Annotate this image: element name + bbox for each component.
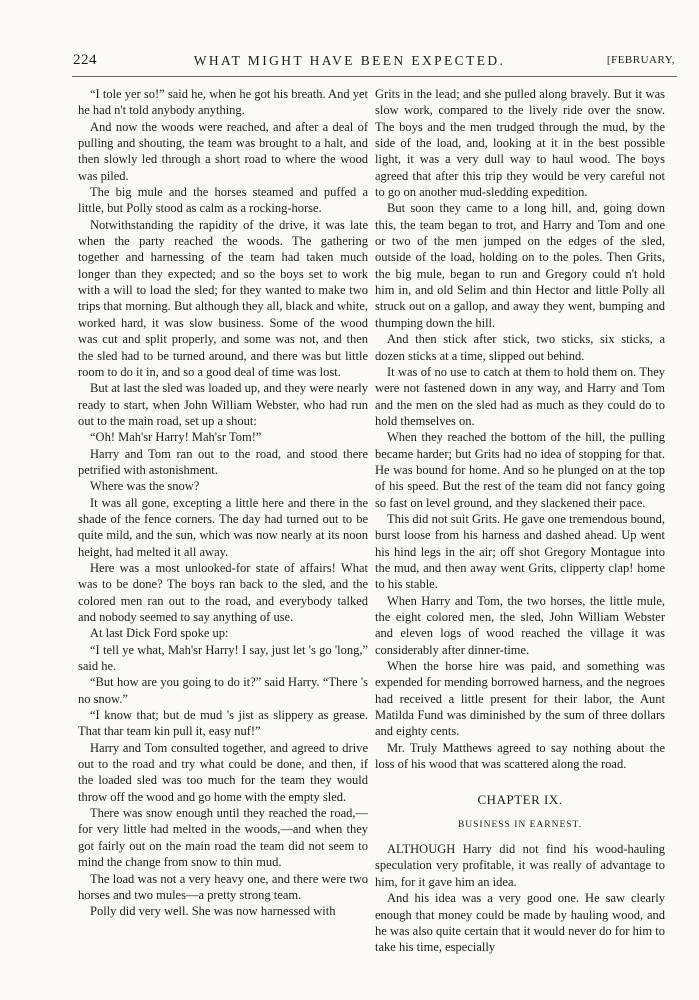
- running-header: [0, 52, 699, 74]
- running-month: [FEBRUARY,: [606, 54, 675, 66]
- paragraph: When the horse hire was paid, and something was expended for mending borrowed harness, and the negroes had received a little present for their labor, the Aunt Matilda Fund was diminished by the sum of three dollars and eighty cents.: [375, 659, 665, 739]
- paragraph: At last Dick Ford spoke up:: [90, 626, 229, 641]
- paragraph: “I tell ye what, Mah'sr Harry! I say, just let 's go 'long,” said he.: [78, 642, 368, 674]
- paragraph: ALTHOUGH Harry did not find his wood-hauling speculation very profitable, it was really of advantage to him, for it gave him an idea.: [375, 842, 665, 889]
- right-column: [375, 86, 665, 956]
- paragraph: “Oh! Mah'sr Harry! Mah'sr Tom!”: [90, 430, 262, 445]
- paragraph: It was all gone, excepting a little here and there in the shade of the fence corners. The day had turned out to be quite mild, and the sun, which was now nearly at its noon height, had melted it all away.: [78, 495, 368, 559]
- paragraph: “I tole yer so!” said he, when he got his breath. And yet he had n't told anybody anything.: [78, 87, 368, 118]
- paragraph: The big mule and the horses steamed and puffed a little, but Polly stood as calm as a rocking-horse.: [78, 185, 368, 216]
- paragraph: Notwithstanding the rapidity of the drive, it was late when the party reached the woods. The gathering together and harnessing of the team had taken much longer than they expected; and so the boys set to work with a will to load the sled; for they wanted to make two trips that morning. But although they all, black and white, worked hard, it was slow business. Some of the wood was cut and split properly, and some was not, and then the sled had to be turned around, and there was but little room to do it in, and so a good deal of time was lost.: [78, 217, 368, 379]
- paragraph: When Harry and Tom, the two horses, the little mule, the eight colored men, the sled, John William Webster and eleven logs of wood reached the village it was considerably after dinner-time.: [375, 593, 665, 657]
- paragraph: Polly did very well. She was now harnessed with: [90, 904, 336, 919]
- paragraph: And his idea was a very good one. He saw clearly enough that money could be made by hauling wood, and he was also quite certain that it would never do for him to take his time, especially: [375, 891, 665, 955]
- paragraph: This did not suit Grits. He gave one tremendous bound, burst loose from his harness and dashed ahead. Up went his hind legs in the air; off shot Gregory Montague into the mud, and then away went Grits, clipperty clap! home to his stable.: [375, 511, 665, 592]
- paragraph: Mr. Truly Matthews agreed to say nothing about the loss of his wood that was scattered along the road.: [375, 740, 665, 772]
- paragraph: Harry and Tom ran out to the road, and stood there petrified with astonishment.: [78, 446, 368, 477]
- paragraph: Grits in the lead; and she pulled along bravely. But it was slow work, compared to the lively ride over the snow. The boys and the men trudged through the mud, by the side of the load, and, looking at it in the best possible light, it was a very dull way to haul wood. The boys agreed that after this trip they would be very careful not to go on another mud-sledding expedition.: [375, 87, 665, 200]
- paragraph: And now the woods were reached, and after a deal of pulling and shouting, the team was brought to a halt, and then slowly led through a short road to where the wood was piled.: [78, 119, 368, 183]
- running-title: WHAT MIGHT HAVE BEEN EXPECTED.: [193, 53, 506, 68]
- chapter-heading: CHAPTER IX.: [477, 792, 563, 808]
- paragraph: But at last the sled was loaded up, and they were nearly ready to start, when John William Webster, who had run out to the main road, set up a shout:: [78, 381, 368, 428]
- paragraph: But soon they came to a long hill, and, going down this, the team began to trot, and Harry and Tom and one or two of the men jumped on the edges of the sled, outside of the load, holding on to the poles. Then Grits, the big mule, began to run and Gregory could n't hold him in, and old Selim and thin Hector and little Polly all struck out on a gallop, and away they went, bumping and thumping down the hill.: [375, 201, 665, 330]
- paragraph: “But how are you going to do it?” said Harry. “There 's no snow.”: [78, 675, 368, 706]
- paragraph: Here was a most unlooked-for state of affairs! What was to be done? The boys ran back to the sled, and the colored men ran out to the road, and everybody talked and nobody seemed to say anything of use.: [78, 560, 368, 624]
- paragraph: There was snow enough until they reached the road,—for very little had melted in the woods,—and when they got fairly out on the main road the team did not seem to mind the change from snow to thin mud.: [78, 806, 368, 870]
- paragraph: It was of no use to catch at them to hold them on. They were not fastened down in any way, and Harry and Tom and the men on the sled had as much as they could do to hold themselves on.: [375, 364, 665, 428]
- paragraph: Harry and Tom consulted together, and agreed to drive out to the road and try what could be done, and then, if the loaded sled was too much for the team they would throw off the wood and go home with the empty sled.: [78, 740, 368, 804]
- left-column: [78, 86, 368, 920]
- paragraph: “I know that; but de mud 's jist as slippery as grease. That thar team kin pull it, easy nuf!”: [78, 708, 368, 739]
- paragraph: When they reached the bottom of the hill, the pulling became harder; but Grits had no idea of stopping for that. He was bound for home. And so he plunged on at the top of his speed. But the rest of the team did not fancy going so fast on level ground, and they slackened their pace.: [375, 430, 665, 510]
- paragraph: Where was the snow?: [90, 479, 200, 494]
- page-number: 224: [73, 52, 97, 68]
- chapter-subtitle: BUSINESS IN EARNEST.: [457, 819, 583, 830]
- paragraph: And then stick after stick, two sticks, six sticks, a dozen sticks at a time, slipped out behind.: [375, 332, 665, 363]
- header-rule: [72, 76, 677, 77]
- paragraph: The load was not a very heavy one, and there were two horses and two mules—a pretty strong team.: [78, 871, 368, 902]
